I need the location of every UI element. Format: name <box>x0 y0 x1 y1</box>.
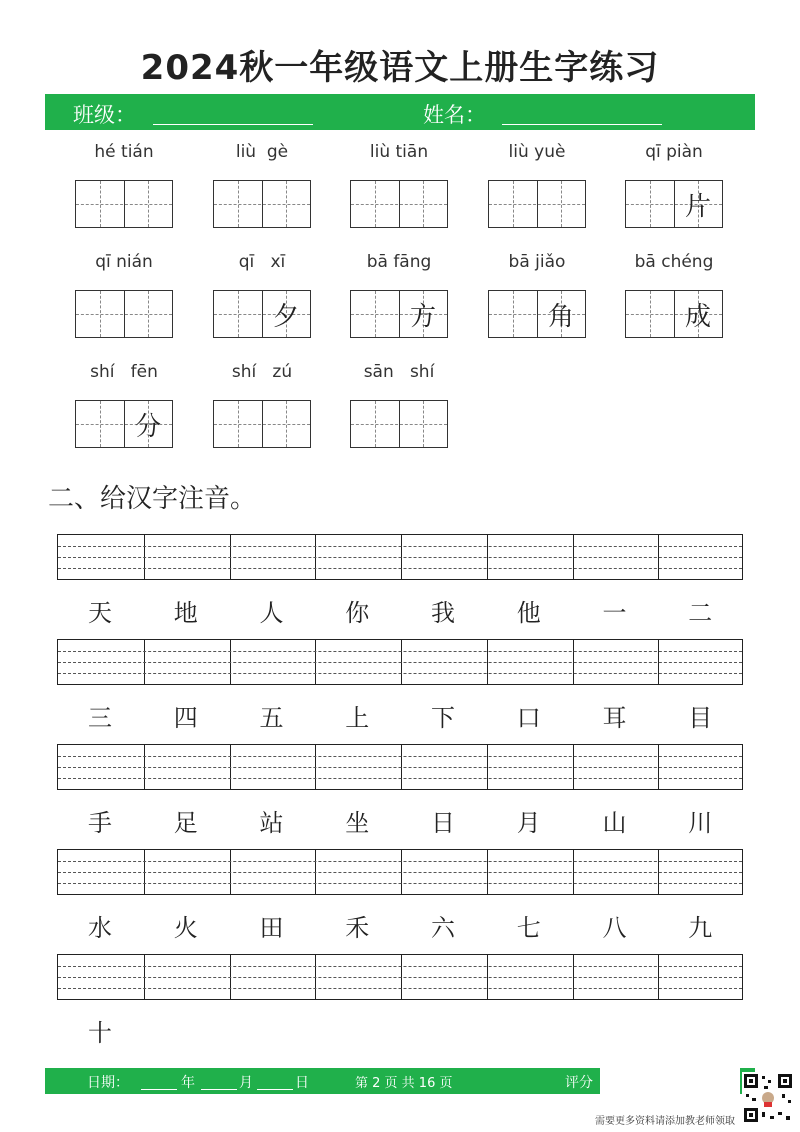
character: 八 <box>602 914 627 942</box>
character: 你 <box>345 599 370 627</box>
guide-line <box>58 651 742 652</box>
writing-grid[interactable] <box>213 180 311 228</box>
character: 四 <box>173 704 198 732</box>
grid-guide <box>100 401 101 447</box>
pinyin-label: sān shí <box>363 362 435 382</box>
writing-grid[interactable] <box>488 290 586 338</box>
guide-line <box>58 557 742 558</box>
guide-line <box>58 673 742 674</box>
writing-grid[interactable] <box>213 400 311 448</box>
character: 下 <box>431 704 455 732</box>
grid-guide <box>375 291 376 337</box>
year-field[interactable] <box>141 1089 177 1090</box>
character: 六 <box>431 914 455 942</box>
grid-guide <box>148 291 149 337</box>
month-field[interactable] <box>201 1089 237 1090</box>
guide-line <box>58 883 742 884</box>
guide-line <box>58 756 742 757</box>
character: 五 <box>259 704 284 732</box>
hint-character: 片 <box>684 191 711 222</box>
grid-guide <box>561 181 562 227</box>
pinyin-label: bā chéng <box>634 252 714 272</box>
grid-guide <box>286 401 287 447</box>
grid-guide <box>238 291 239 337</box>
character: 手 <box>88 809 112 837</box>
character: 七 <box>516 914 541 942</box>
qr-code-icon <box>742 1072 794 1124</box>
score-label: 评分 <box>565 1075 593 1091</box>
pinyin-writing-line[interactable] <box>57 534 743 580</box>
pinyin-label: liù yuè <box>508 142 566 162</box>
guide-line <box>58 568 742 569</box>
pinyin-label: hé tián <box>94 142 154 162</box>
character: 站 <box>259 809 284 837</box>
date-label: 日期： <box>87 1075 129 1091</box>
writing-grid[interactable] <box>625 290 723 338</box>
character: 禾 <box>345 914 370 942</box>
grid-guide <box>423 401 424 447</box>
pinyin-label: shí zú <box>231 362 293 382</box>
guide-line <box>58 966 742 967</box>
grid-guide <box>375 181 376 227</box>
score-area <box>600 1068 740 1094</box>
character: 天 <box>88 599 112 627</box>
day-label: 日 <box>295 1075 309 1091</box>
guide-line <box>58 546 742 547</box>
grid-guide <box>238 401 239 447</box>
character: 川 <box>688 809 713 837</box>
grid-guide <box>513 181 514 227</box>
pinyin-label: qī nián <box>95 252 153 272</box>
guide-line <box>58 778 742 779</box>
class-label: 班级： <box>73 103 136 127</box>
character: 山 <box>602 809 627 837</box>
pinyin-writing-line[interactable] <box>57 849 743 895</box>
writing-grid[interactable] <box>350 180 448 228</box>
grid-guide <box>513 291 514 337</box>
character: 火 <box>173 914 198 942</box>
writing-grid[interactable] <box>350 400 448 448</box>
hint-character: 分 <box>134 411 161 442</box>
character: 人 <box>259 599 284 627</box>
grid-guide <box>100 181 101 227</box>
character: 耳 <box>602 704 627 732</box>
character: 他 <box>516 599 541 627</box>
grid-guide <box>76 314 172 315</box>
pinyin-label: bā fāng <box>366 252 432 272</box>
character: 上 <box>345 704 370 732</box>
student-info-bar <box>45 94 755 130</box>
year-label: 年 <box>181 1075 195 1091</box>
hint-character: 夕 <box>272 301 299 332</box>
pinyin-writing-line[interactable] <box>57 954 743 1000</box>
class-field[interactable] <box>153 124 313 125</box>
writing-grid[interactable] <box>75 180 173 228</box>
day-field[interactable] <box>257 1089 293 1090</box>
guide-line <box>58 861 742 862</box>
grid-guide <box>214 424 310 425</box>
page-number: 第 2 页 共 16 页 <box>355 1076 453 1091</box>
pinyin-label: qī xī <box>238 252 286 272</box>
character: 地 <box>173 599 198 627</box>
character: 一 <box>602 599 627 627</box>
page-title: 2024秋一年级语文上册生字练习 <box>140 48 660 88</box>
pinyin-label: liù tiān <box>369 142 429 162</box>
character: 田 <box>259 914 284 942</box>
writing-grid[interactable] <box>213 290 311 338</box>
character: 目 <box>688 704 713 732</box>
name-field[interactable] <box>502 124 662 125</box>
writing-grid[interactable] <box>350 290 448 338</box>
grid-guide <box>351 424 447 425</box>
grid-guide <box>423 181 424 227</box>
grid-guide <box>650 291 651 337</box>
character: 坐 <box>345 809 370 837</box>
grid-guide <box>351 204 447 205</box>
pinyin-label: bā jiǎo <box>508 252 566 272</box>
pinyin-writing-line[interactable] <box>57 744 743 790</box>
hint-character: 成 <box>684 301 711 332</box>
guide-line <box>58 767 742 768</box>
character: 二 <box>688 599 713 627</box>
character: 我 <box>431 599 455 627</box>
grid-guide <box>238 181 239 227</box>
grid-guide <box>375 401 376 447</box>
character: 九 <box>688 914 713 942</box>
character: 月 <box>516 809 541 837</box>
grid-guide <box>76 204 172 205</box>
grid-guide <box>214 204 310 205</box>
hint-character: 角 <box>547 301 574 332</box>
pinyin-writing-line[interactable] <box>57 639 743 685</box>
month-label: 月 <box>239 1075 253 1091</box>
character: 足 <box>173 809 198 837</box>
pinyin-label: liù gè <box>235 142 289 162</box>
character: 日 <box>431 809 455 837</box>
grid-guide <box>100 291 101 337</box>
character: 口 <box>516 704 541 732</box>
section-2-title: 二、给汉字注音。 <box>48 484 257 514</box>
grid-guide <box>489 204 585 205</box>
guide-line <box>58 872 742 873</box>
writing-grid[interactable] <box>625 180 723 228</box>
hint-character: 方 <box>409 301 436 332</box>
grid-guide <box>286 181 287 227</box>
character: 十 <box>88 1019 112 1047</box>
writing-grid[interactable] <box>75 400 173 448</box>
writing-grid[interactable] <box>75 290 173 338</box>
grid-guide <box>650 181 651 227</box>
guide-line <box>58 662 742 663</box>
footer-note: 需要更多资料请添加教老师领取 <box>595 1116 735 1127</box>
guide-line <box>58 977 742 978</box>
guide-line <box>58 988 742 989</box>
pinyin-label: shí fēn <box>90 362 158 382</box>
character: 三 <box>88 704 112 732</box>
character: 水 <box>88 914 112 942</box>
name-label: 姓名： <box>423 103 486 127</box>
grid-guide <box>148 181 149 227</box>
pinyin-label: qī piàn <box>645 142 703 162</box>
writing-grid[interactable] <box>488 180 586 228</box>
